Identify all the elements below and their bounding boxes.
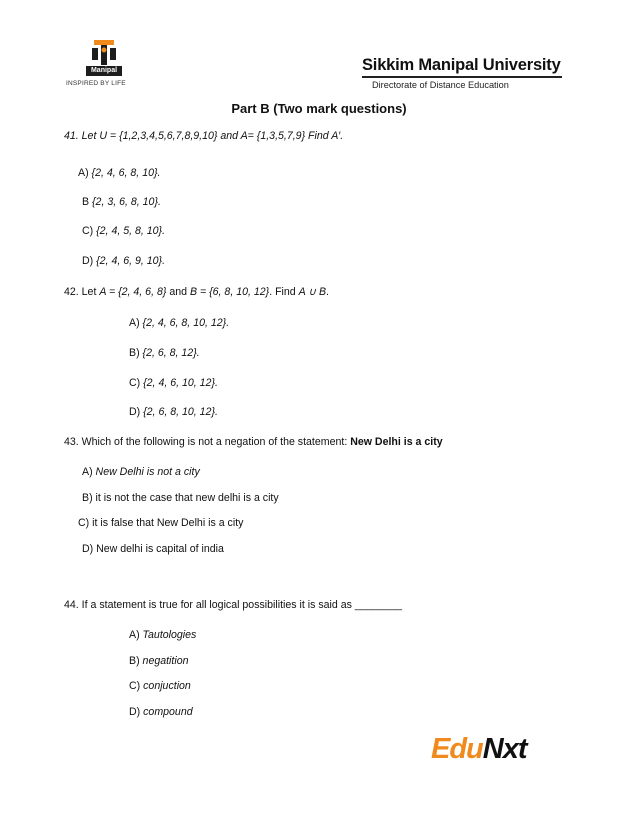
q42-expression: A ∪ B <box>298 286 327 298</box>
q43-option-a <box>82 466 200 478</box>
q42-option-a <box>129 317 229 329</box>
tagline: INSPIRED BY LIFE <box>66 80 126 87</box>
q41-option-b <box>82 196 161 208</box>
q42-option-c <box>129 377 218 389</box>
option-label: C) <box>82 225 97 237</box>
q42-set-b: B = {6, 8, 10, 12} <box>189 286 270 298</box>
university-name: Sikkim Manipal University <box>362 56 561 74</box>
q42-prefix: 42. Let <box>64 286 100 298</box>
option-label: D) <box>82 255 97 267</box>
option-text: New Delhi is not a city <box>95 466 200 478</box>
q42-option-d <box>129 406 218 418</box>
option-label: B <box>82 196 93 208</box>
option-label: D) <box>129 706 144 718</box>
q41-option-a <box>78 167 160 179</box>
directorate-name: Directorate of Distance Education <box>372 80 509 90</box>
q44-option-d <box>129 706 193 718</box>
option-label: A) <box>129 629 143 641</box>
q43-option-b <box>82 492 279 504</box>
q44-option-b <box>129 655 189 667</box>
option-text: New delhi is capital of india <box>96 543 224 555</box>
question-41-stem: 41. Let U = {1,2,3,4,5,6,7,8,9,10} and A= {1,3,5,7,9} Find A′. <box>64 130 344 142</box>
edunext-logo <box>431 733 527 766</box>
manipal-wordmark: Manipal <box>86 66 122 76</box>
option-label: C) <box>78 517 93 529</box>
q43-statement: New Delhi is a city <box>350 436 443 448</box>
page-title: Part B (Two mark questions) <box>231 101 407 116</box>
option-text: {2, 4, 6, 9, 10}. <box>96 255 166 267</box>
option-text: {2, 3, 6, 8, 10}. <box>92 196 161 208</box>
manipal-emblem-icon <box>84 38 124 68</box>
option-label: A) <box>82 466 96 478</box>
option-label: B) <box>129 655 143 667</box>
option-text: {2, 4, 6, 8, 10, 12}. <box>142 317 230 329</box>
option-label: D) <box>82 543 97 555</box>
option-text: Tautologies <box>142 629 197 641</box>
q42-set-a: A = {2, 4, 6, 8} <box>99 286 167 298</box>
q42-find: . Find <box>269 286 299 298</box>
option-text: {2, 6, 8, 10, 12}. <box>143 406 218 418</box>
question-42-stem <box>64 286 329 298</box>
option-label: B) <box>129 347 143 359</box>
option-label: D) <box>129 406 144 418</box>
option-text: negatition <box>142 655 189 667</box>
q43-option-d <box>82 543 224 555</box>
q43-stem-text: 43. Which of the following is not a negation of the statement: <box>64 436 351 448</box>
question-43-stem <box>64 436 443 448</box>
q42-end: . <box>326 286 329 298</box>
edunext-logo-part2: Nxt <box>482 733 527 765</box>
option-text: {2, 4, 6, 8, 10}. <box>91 167 161 179</box>
q43-option-c <box>78 517 243 529</box>
option-label: B) <box>82 492 96 504</box>
q44-option-a <box>129 629 196 641</box>
option-text: conjuction <box>143 680 191 692</box>
option-label: A) <box>78 167 92 179</box>
option-label: C) <box>129 377 144 389</box>
q44-option-c <box>129 680 191 692</box>
header-divider <box>362 76 562 78</box>
option-text: it is false that New Delhi is a city <box>92 517 244 529</box>
option-text: compound <box>143 706 193 718</box>
option-text: {2, 4, 5, 8, 10}. <box>96 225 166 237</box>
option-label: C) <box>129 680 144 692</box>
q41-option-c <box>82 225 165 237</box>
edunext-logo-part1: Edu <box>431 733 483 765</box>
option-label: A) <box>129 317 143 329</box>
q42-option-b <box>129 347 200 359</box>
q42-and: and <box>166 286 190 298</box>
q41-option-d <box>82 255 165 267</box>
option-text: {2, 4, 6, 10, 12}. <box>143 377 218 389</box>
question-44-stem: 44. If a statement is true for all logical possibilities it is said as ________ <box>64 599 403 611</box>
option-text: {2, 6, 8, 12}. <box>142 347 200 359</box>
option-text: it is not the case that new delhi is a city <box>95 492 279 504</box>
